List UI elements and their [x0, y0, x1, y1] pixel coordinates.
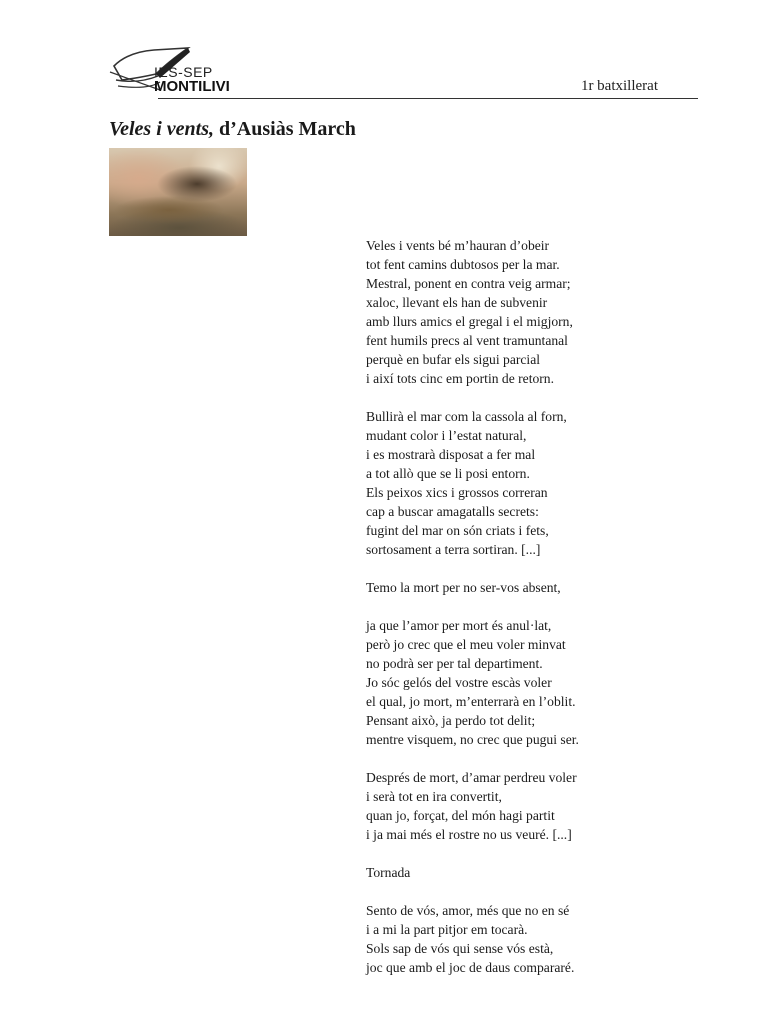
poem-stanza: [366, 901, 686, 977]
course-label: 1r batxillerat: [580, 78, 658, 94]
poem-stanza: [366, 236, 686, 388]
poem-stanza: [366, 578, 686, 597]
poem-line: Sento de vós, amor, més que no en sé: [366, 903, 570, 918]
poem-stanza: [366, 407, 686, 559]
poem-line: a tot allò que se li posi entorn.: [366, 466, 530, 481]
poem-line: i es mostrarà disposat a fer mal: [366, 447, 536, 462]
poem-line: ja que l’amor per mort és anul·lat,: [366, 618, 552, 633]
poem-line: i ja mai més el rostre no us veuré. [...]: [366, 827, 572, 842]
logo-top-text: IES-SEP: [154, 64, 213, 80]
poem-line: i serà tot en ira convertit,: [366, 789, 502, 804]
title-italic: Veles i vents,: [109, 118, 214, 140]
painting-image: [109, 148, 247, 236]
poem-line: amb llurs amics el gregal i el migjorn,: [366, 314, 573, 329]
poem-line: mentre visquem, no crec que pugui ser.: [366, 732, 579, 747]
poem-line: Tornada: [366, 865, 411, 880]
poem-stanza: [366, 768, 686, 844]
poem-line: no podrà ser per tal departiment.: [366, 656, 543, 671]
poem-line: xaloc, llevant els han de subvenir: [366, 295, 548, 310]
poem-line: fent humils precs al vent tramuntanal: [366, 333, 568, 348]
poem-line: el qual, jo mort, m’enterrarà en l’oblit.: [366, 694, 576, 709]
title-author: d’Ausiàs March: [214, 118, 356, 140]
poem-line: Temo la mort per no ser-vos absent,: [366, 580, 561, 595]
poem-stanza: [366, 863, 686, 882]
poem-line: perquè en bufar els sigui parcial: [366, 352, 541, 367]
page-title: [109, 118, 356, 141]
poem-line: Jo sóc gelós del vostre escàs voler: [366, 675, 552, 690]
school-logo: [108, 44, 248, 100]
poem-stanza: [366, 616, 686, 749]
header-divider: [158, 98, 698, 99]
poem-line: mudant color i l’estat natural,: [366, 428, 527, 443]
poem-line: i així tots cinc em portin de retorn.: [366, 371, 554, 386]
poem-line: tot fent camins dubtosos per la mar.: [366, 257, 560, 272]
poem-line: Veles i vents bé m’hauran d’obeir: [366, 238, 550, 253]
poem-line: cap a buscar amagatalls secrets:: [366, 504, 539, 519]
poem-line: Mestral, ponent en contra veig armar;: [366, 276, 571, 291]
poem-line: sortosament a terra sortiran. [...]: [366, 542, 541, 557]
poem-line: però jo crec que el meu voler minvat: [366, 637, 566, 652]
poem: [366, 236, 686, 996]
poem-line: Després de mort, d’amar perdreu voler: [366, 770, 577, 785]
poem-line: joc que amb el joc de daus compararé.: [366, 960, 575, 975]
poem-line: i a mi la part pitjor em tocarà.: [366, 922, 528, 937]
logo-bottom-text: MONTILIVI: [154, 78, 230, 95]
poem-line: Els peixos xics i grossos correran: [366, 485, 548, 500]
poem-line: Sols sap de vós qui sense vós està,: [366, 941, 554, 956]
poem-line: quan jo, forçat, del món hagi partit: [366, 808, 555, 823]
poem-line: Bullirà el mar com la cassola al forn,: [366, 409, 567, 424]
poem-line: fugint del mar on són criats i fets,: [366, 523, 549, 538]
poem-line: Pensant això, ja perdo tot delit;: [366, 713, 536, 728]
